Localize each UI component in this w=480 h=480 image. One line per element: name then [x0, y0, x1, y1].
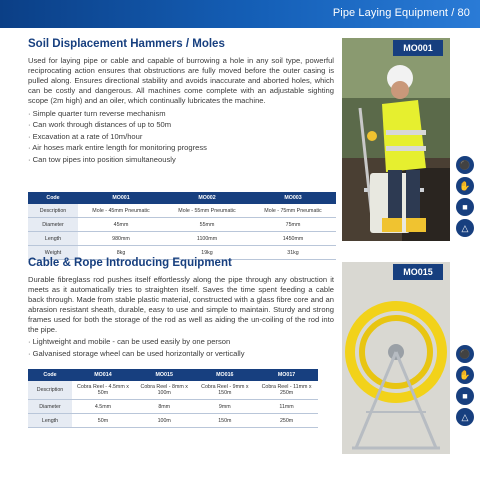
row-label: Weight — [28, 246, 78, 260]
feature-item: · Air hoses mark entire length for monitoring progress — [28, 142, 334, 154]
column-header: MO015 — [134, 369, 195, 381]
spec-table-moles — [28, 192, 336, 260]
column-header: MO002 — [164, 192, 250, 204]
table-cell: Mole - 45mm Pneumatic — [78, 204, 164, 218]
header-bar — [0, 0, 480, 28]
table-cell: Mole - 55mm Pneumatic — [164, 204, 250, 218]
column-header: MO003 — [250, 192, 336, 204]
safety-icons — [456, 345, 476, 429]
column-header: Code — [28, 369, 72, 381]
feature-item: · Excavation at a rate of 10m/hour — [28, 131, 334, 143]
product-code-badge: MO001 — [393, 40, 443, 56]
row-label: Diameter — [28, 400, 72, 414]
safety-icons — [456, 156, 476, 240]
product-photo-mole — [342, 38, 450, 241]
table-cell: 150m — [195, 414, 256, 428]
table-cell: 19kg — [164, 246, 250, 260]
product-code-badge: MO015 — [393, 264, 443, 280]
section-heading: Cable & Rope Introducing Equipment — [28, 257, 232, 269]
hi-vis-vest-icon: ⚫ — [456, 345, 474, 363]
row-label: Description — [28, 381, 72, 400]
table-cell: 31kg — [250, 246, 336, 260]
table-cell: 11mm — [255, 400, 318, 414]
column-header: MO017 — [255, 369, 318, 381]
table-cell: 9mm — [195, 400, 256, 414]
section-cable-rope — [28, 257, 334, 359]
table-row — [28, 204, 336, 218]
feature-item: · Can tow pipes into position simultaneously — [28, 154, 334, 166]
feature-item: · Simple quarter turn reverse mechanism — [28, 108, 334, 120]
feature-item: · Galvanised storage wheel can be used horizontally or vertically — [28, 348, 334, 360]
product-photo-cobra-reel — [342, 262, 450, 454]
column-header: MO001 — [78, 192, 164, 204]
table-row — [28, 381, 318, 400]
table-cell: 50m — [72, 414, 134, 428]
table-cell: 55mm — [164, 218, 250, 232]
table-header-row — [28, 192, 336, 204]
spec-table-cobra-reels — [28, 369, 318, 428]
table-cell: 8mm — [134, 400, 195, 414]
table-cell: 980mm — [78, 232, 164, 246]
table-cell: 75mm — [250, 218, 336, 232]
table-cell: 100m — [134, 414, 195, 428]
gloves-icon: ✋ — [456, 177, 474, 195]
table-header-row — [28, 369, 318, 381]
safety-boots-icon: ■ — [456, 387, 474, 405]
row-label: Length — [28, 414, 72, 428]
table-cell: 1100mm — [164, 232, 250, 246]
column-header: MO014 — [72, 369, 134, 381]
table-cell: Mole - 75mm Pneumatic — [250, 204, 336, 218]
feature-item: · Lightweight and mobile - can be used easily by one person — [28, 336, 334, 348]
section-paragraph: Durable fibreglass rod pushes itself effortlessly along the pipe through any obstruction it meets as it automatically tries to straighten itself. Saves the time spent feeding a cable back through. Made from stable plastic material, constructed with a glass fibre core and an abrasion resistant sheath, durable, easy to use and simple to maintain. Sturdy and strong frames used for both the storage of the rod as well as aiding the un-coiling of the rod into the pipe. — [28, 275, 334, 334]
page-title: Pipe Laying Equipment / 80 — [332, 7, 470, 19]
reel-illustration — [342, 262, 450, 454]
table-cell: Cobra Reel - 9mm x 150m — [195, 381, 256, 400]
table-cell: Cobra Reel - 8mm x 100m — [134, 381, 195, 400]
row-label: Length — [28, 232, 78, 246]
table-cell: 45mm — [78, 218, 164, 232]
table-row — [28, 232, 336, 246]
section-heading: Soil Displacement Hammers / Moles — [28, 38, 225, 50]
table-cell: 1450mm — [250, 232, 336, 246]
table-row — [28, 400, 318, 414]
table-cell: 8kg — [78, 246, 164, 260]
table-row — [28, 414, 318, 428]
hard-hat-icon: △ — [456, 408, 474, 426]
feature-list — [28, 336, 334, 359]
safety-boots-icon: ■ — [456, 198, 474, 216]
table-cell: Cobra Reel - 11mm x 250m — [255, 381, 318, 400]
column-header: MO016 — [195, 369, 256, 381]
table-cell: 4.5mm — [72, 400, 134, 414]
table-cell: 250m — [255, 414, 318, 428]
table-row — [28, 218, 336, 232]
section-paragraph: Used for laying pipe or cable and capable of burrowing a hole in any soil type, powerful reciprocating action ensures that obstructions are fully moved before the outer casing is pulled along. Ensures directional stability and avoids inaccurate and aborted holes, which can be costly and dangerous. All machines come complete with an adjustable sighting scope (2m high) and an oiler, which continually lubricates the machine. — [28, 56, 334, 105]
gloves-icon: ✋ — [456, 366, 474, 384]
table-cell: Cobra Reel - 4.5mm x 50m — [72, 381, 134, 400]
feature-item: · Can work through distances of up to 50m — [28, 119, 334, 131]
hi-vis-vest-icon: ⚫ — [456, 156, 474, 174]
row-label: Description — [28, 204, 78, 218]
row-label: Diameter — [28, 218, 78, 232]
worker-illustration — [342, 38, 450, 241]
feature-list — [28, 108, 334, 166]
column-header: Code — [28, 192, 78, 204]
hard-hat-icon: △ — [456, 219, 474, 237]
section-moles — [28, 38, 334, 165]
